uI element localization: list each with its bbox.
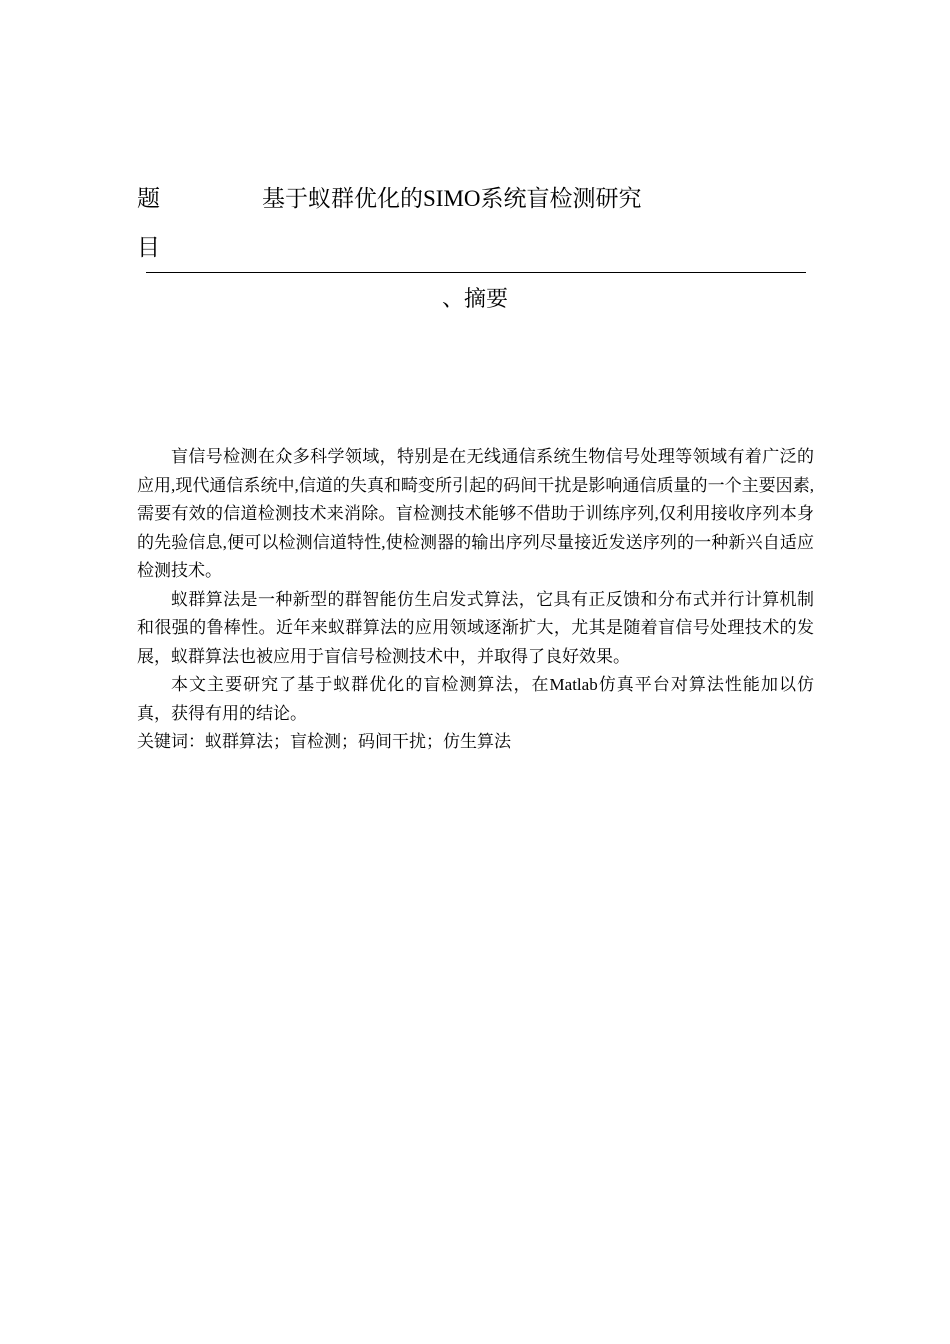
- abstract-body: [137, 443, 814, 757]
- keywords-label: 关键词：: [137, 732, 205, 752]
- abstract-paragraph-2: 蚁群算法是一种新型的群智能仿生启发式算法，它具有正反馈和分布式并行计算机制和很强的鲁棒性。近年来蚁群算法的应用领域逐渐扩大，尤其是随着盲信号处理技术的发展，蚁群算法也被应用于盲信号检测技术中，并取得了良好效果。: [137, 589, 814, 666]
- abstract-paragraph-1: 盲信号检测在众多科学领域，特别是在无线通信系统生物信号处理等领域有着广泛的应用,现代通信系统中,信道的失真和畸变所引起的码间干扰是影响通信质量的一个主要因素,需要有效的信道检测技术来消除。盲检测技术能够不借助于训练序列,仅利用接收序列本身的先验信息,便可以检测信道特性,使检测器的输出序列尽量接近发送序列的一种新兴自适应检测技术。: [137, 447, 814, 580]
- title-label-line2: 目: [137, 235, 160, 261]
- title-underline: [146, 272, 806, 273]
- abstract-heading: 、摘要: [441, 287, 508, 312]
- abstract-paragraph-3: 本文主要研究了基于蚁群优化的盲检测算法，在Matlab仿真平台对算法性能加以仿真，获得有用的结论。: [137, 675, 814, 723]
- document-title: 基于蚁群优化的SIMO系统盲检测研究: [262, 186, 642, 211]
- keywords-line: [137, 728, 814, 757]
- title-label-line1: 题: [137, 186, 160, 212]
- keywords-list: 蚁群算法；盲检测；码间干扰；仿生算法: [205, 732, 511, 751]
